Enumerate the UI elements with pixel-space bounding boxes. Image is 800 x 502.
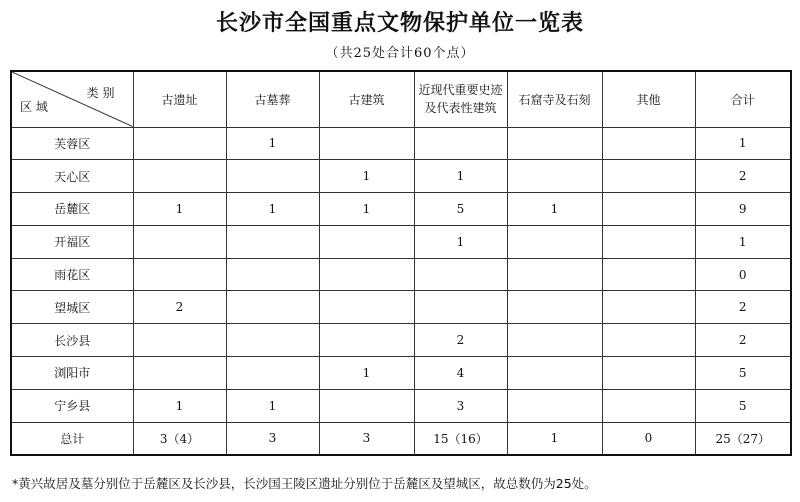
table-row [11, 389, 791, 422]
total-cell: 15（16） [414, 422, 507, 455]
region-cell: 岳麓区 [11, 193, 133, 226]
table-cell [133, 127, 226, 160]
table-cell [133, 357, 226, 390]
table-cell: 2 [695, 324, 791, 357]
table-cell: 1 [226, 193, 319, 226]
table-cell [507, 225, 602, 258]
table-cell [414, 291, 507, 324]
table-cell [602, 193, 695, 226]
page-title: 长沙市全国重点文物保护单位一览表 [215, 10, 584, 36]
table-cell [226, 225, 319, 258]
table-cell [226, 258, 319, 291]
table-row [11, 291, 791, 324]
table-cell [226, 357, 319, 390]
table-cell [319, 127, 414, 160]
col-header-grottoes: 石窟寺及石刻 [507, 71, 602, 127]
table-cell: 5 [695, 389, 791, 422]
table-cell [226, 160, 319, 193]
table-cell [133, 160, 226, 193]
region-cell: 雨花区 [11, 258, 133, 291]
col-header-ancient-sites: 古遗址 [133, 71, 226, 127]
table-cell: 2 [133, 291, 226, 324]
col-header-other: 其他 [602, 71, 695, 127]
table-cell [414, 258, 507, 291]
table-cell: 1 [226, 389, 319, 422]
table-cell [602, 225, 695, 258]
total-cell: 25（27） [695, 422, 791, 455]
table-row [11, 193, 791, 226]
total-cell: 0 [602, 422, 695, 455]
table-cell: 0 [695, 258, 791, 291]
table-cell [133, 258, 226, 291]
region-cell: 总计 [11, 422, 133, 455]
table-cell [414, 127, 507, 160]
col-header-total: 合计 [695, 71, 791, 127]
table-cell [602, 291, 695, 324]
corner-label-category: 类 别 [86, 86, 115, 100]
table-cell [507, 389, 602, 422]
table-cell: 5 [414, 193, 507, 226]
table-cell: 5 [695, 357, 791, 390]
col-header-modern-line2: 及代表性建筑 [424, 101, 497, 116]
page-subtitle: （共25处合计60个点） [325, 46, 475, 61]
footnote: *黄兴故居及墓分别位于岳麓区及长沙县，长沙国王陵区遗址分别位于岳麓区及望城区，故总数仍为25处。 [12, 476, 597, 491]
table-cell [319, 389, 414, 422]
table-cell: 1 [414, 160, 507, 193]
table-cell [602, 324, 695, 357]
table-cell [133, 225, 226, 258]
table-cell: 2 [695, 160, 791, 193]
table-row [11, 357, 791, 390]
col-header-ancient-tombs: 古墓葬 [226, 71, 319, 127]
table-cell: 1 [695, 127, 791, 160]
table-row [11, 225, 791, 258]
table-cell: 1 [226, 127, 319, 160]
table-cell: 2 [695, 291, 791, 324]
corner-label-region: 区 域 [20, 99, 48, 114]
total-cell: 1 [507, 422, 602, 455]
table-cell: 1 [507, 193, 602, 226]
header-row [11, 71, 791, 127]
table-cell [133, 324, 226, 357]
table-cell: 1 [319, 160, 414, 193]
table-cell [226, 324, 319, 357]
region-cell: 天心区 [11, 160, 133, 193]
col-header-modern-sites [414, 71, 507, 127]
region-cell: 望城区 [11, 291, 133, 324]
table-cell [319, 258, 414, 291]
table-row [11, 127, 791, 160]
table-cell: 1 [319, 193, 414, 226]
table-cell: 1 [133, 193, 226, 226]
table-cell [507, 160, 602, 193]
table-cell: 9 [695, 193, 791, 226]
table-cell [602, 258, 695, 291]
table-cell [602, 160, 695, 193]
table-row [11, 160, 791, 193]
table-cell [319, 291, 414, 324]
table-cell: 2 [414, 324, 507, 357]
total-cell: 3 [226, 422, 319, 455]
table-cell [602, 357, 695, 390]
col-header-ancient-buildings: 古建筑 [319, 71, 414, 127]
corner-cell [11, 71, 133, 127]
table-cell: 4 [414, 357, 507, 390]
table-cell [226, 291, 319, 324]
heritage-table [10, 70, 792, 456]
table-cell [319, 225, 414, 258]
table-row [11, 258, 791, 291]
table-body [11, 127, 791, 455]
total-cell: 3 [319, 422, 414, 455]
region-cell: 芙蓉区 [11, 127, 133, 160]
table-cell [507, 324, 602, 357]
col-header-modern-line1: 近现代重要史迹 [418, 83, 503, 98]
table-cell [507, 127, 602, 160]
table-cell: 1 [319, 357, 414, 390]
table-cell: 1 [133, 389, 226, 422]
table-cell: 3 [414, 389, 507, 422]
region-cell: 开福区 [11, 225, 133, 258]
table-row [11, 324, 791, 357]
table-cell [507, 258, 602, 291]
total-cell: 3（4） [133, 422, 226, 455]
region-cell: 浏阳市 [11, 357, 133, 390]
region-cell: 宁乡县 [11, 389, 133, 422]
table-cell [507, 357, 602, 390]
total-row [11, 422, 791, 455]
table-cell [602, 389, 695, 422]
table-cell [507, 291, 602, 324]
table-cell: 1 [695, 225, 791, 258]
table-cell: 1 [414, 225, 507, 258]
region-cell: 长沙县 [11, 324, 133, 357]
table-cell [602, 127, 695, 160]
table-cell [319, 324, 414, 357]
